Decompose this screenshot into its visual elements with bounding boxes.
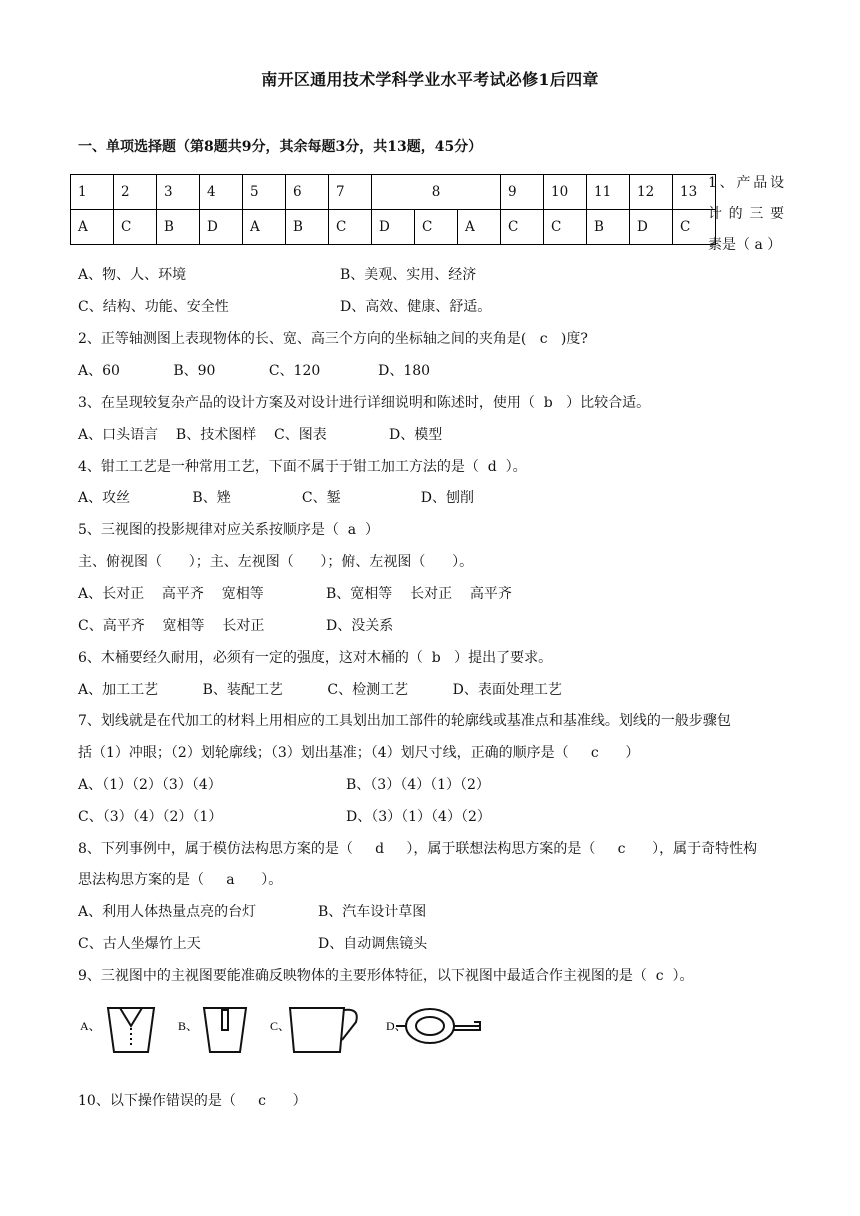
question-1-line: 计的三要 [708,206,784,222]
question-7-line-1: 7、划线就是在代加工的材料上用相应的工具划出加工部件的轮廓线或基准点和基准线。划线的一般步骤包 [78,713,731,729]
q9-view-figures [78,1000,498,1064]
q8-option-c: C、古人坐爆竹上天 [78,936,201,952]
question-5: 5、三视图的投影规律对应关系按顺序是（ a ） [78,522,380,538]
q5-option-d: D、没关系 [326,618,394,634]
table-cell: 9 [501,175,544,210]
table-cell: 11 [587,175,630,210]
table-cell: C [114,210,157,245]
q1-option-d: D、高效、健康、舒适。 [340,299,492,315]
view-d-figure [396,1009,480,1043]
table-cell: B [587,210,630,245]
table-cell: C [673,210,716,245]
table-cell: 10 [544,175,587,210]
table-cell: 12 [630,175,673,210]
q1-option-a: A、物、人、环境 [78,267,187,283]
q3-options: A、口头语言 B、技术图样 C、图表 D、模型 [78,427,443,443]
view-b-figure [204,1008,246,1052]
question-1-line: 素是（ a ） [708,237,782,253]
q7-option-d: D、（3）（1）（4）（2） [346,809,491,825]
table-cell: D [630,210,673,245]
question-7-line-2: 括（1）冲眼；（2）划轮廓线；（3）划出基准；（4）划尺寸线，正确的顺序是（ c ） [78,745,640,761]
question-6: 6、木桶要经久耐用，必须有一定的强度，这对木桶的（ b ）提出了要求。 [78,650,553,666]
table-cell: 3 [157,175,200,210]
question-2: 2、正等轴测图上表现物体的长、宽、高三个方向的坐标轴之间的夹角是( c )度? [78,331,588,347]
question-4: 4、钳工工艺是一种常用工艺，下面不属于于钳工加工方法的是（ d ）。 [78,459,527,475]
table-cell: B [157,210,200,245]
question-8-line-2: 思法构思方案的是（ a ）。 [78,872,283,888]
q8-option-d: D、自动调焦镜头 [318,936,428,952]
q8-option-a: A、利用人体热量点亮的台灯 [78,904,257,920]
view-c-figure [290,1008,357,1052]
q8-option-b: B、汽车设计草图 [318,904,427,920]
question-1-line: 1、产品设 [708,175,784,191]
q4-options: A、攻丝 B、矬 C、錾 D、刨削 [78,490,474,506]
figure-label-c: C、 [270,1019,291,1033]
q5-option-c: C、高平齐 宽相等 长对正 [78,618,265,634]
question-1-stem [708,168,784,261]
table-cell: C [501,210,544,245]
table-cell: 1 [71,175,114,210]
table-cell: C [415,210,458,245]
figure-label-a: A、 [80,1019,101,1033]
question-5-sub: 主、俯视图（ ）；主、左视图（ ）；俯、左视图（ ）。 [78,554,474,570]
table-cell: 2 [114,175,157,210]
q7-option-a: A、（1）（2）（3）（4） [78,777,222,793]
q5-option-a: A、长对正 高平齐 宽相等 [78,586,264,602]
figure-label-d: D、 [386,1019,407,1033]
answer-table [70,174,716,245]
table-cell: C [329,210,372,245]
question-9: 9、三视图中的主视图要能准确反映物体的主要形体特征，以下视图中最适合作主视图的是（ c ）。 [78,968,694,984]
table-cell: A [71,210,114,245]
q6-options: A、加工工艺 B、装配工艺 C、检测工艺 D、表面处理工艺 [78,682,562,698]
q1-option-c: C、结构、功能、安全性 [78,299,229,315]
q2-options: A、60 B、90 C、120 D、180 [78,363,431,379]
table-cell: 13 [673,175,716,210]
figure-label-b: B、 [178,1019,199,1033]
table-cell: B [286,210,329,245]
page-title: 南开区通用技术学科学业水平考试必修1后四章 [261,70,599,89]
table-cell: A [243,210,286,245]
q5-option-b: B、宽相等 长对正 高平齐 [326,586,512,602]
q7-option-b: B、（3）（4）（1）（2） [346,777,490,793]
table-cell: C [544,210,587,245]
question-10: 10、以下操作错误的是（ c ） [78,1093,307,1109]
q1-option-b: B、美观、实用、经济 [340,267,477,283]
table-cell: A [458,210,501,245]
table-cell: 5 [243,175,286,210]
question-3: 3、在呈现较复杂产品的设计方案及对设计进行详细说明和陈述时，使用（ b ）比较合适。 [78,395,651,411]
question-8-line-1: 8、下列事例中，属于模仿法构思方案的是（ d ），属于联想法构思方案的是（ c ），属于奇特性构 [78,841,758,857]
table-cell: 6 [286,175,329,210]
table-cell: 7 [329,175,372,210]
table-cell: 4 [200,175,243,210]
table-row [71,175,716,210]
q7-option-c: C、（3）（4）（2）（1） [78,809,223,825]
table-cell: D [200,210,243,245]
view-a-figure [108,1008,154,1052]
table-cell: D [372,210,415,245]
table-row [71,210,716,245]
section-heading: 一、单项选择题（第8题共9分，其余每题3分，共13题，45分） [78,139,483,155]
table-cell: 8 [372,175,501,210]
